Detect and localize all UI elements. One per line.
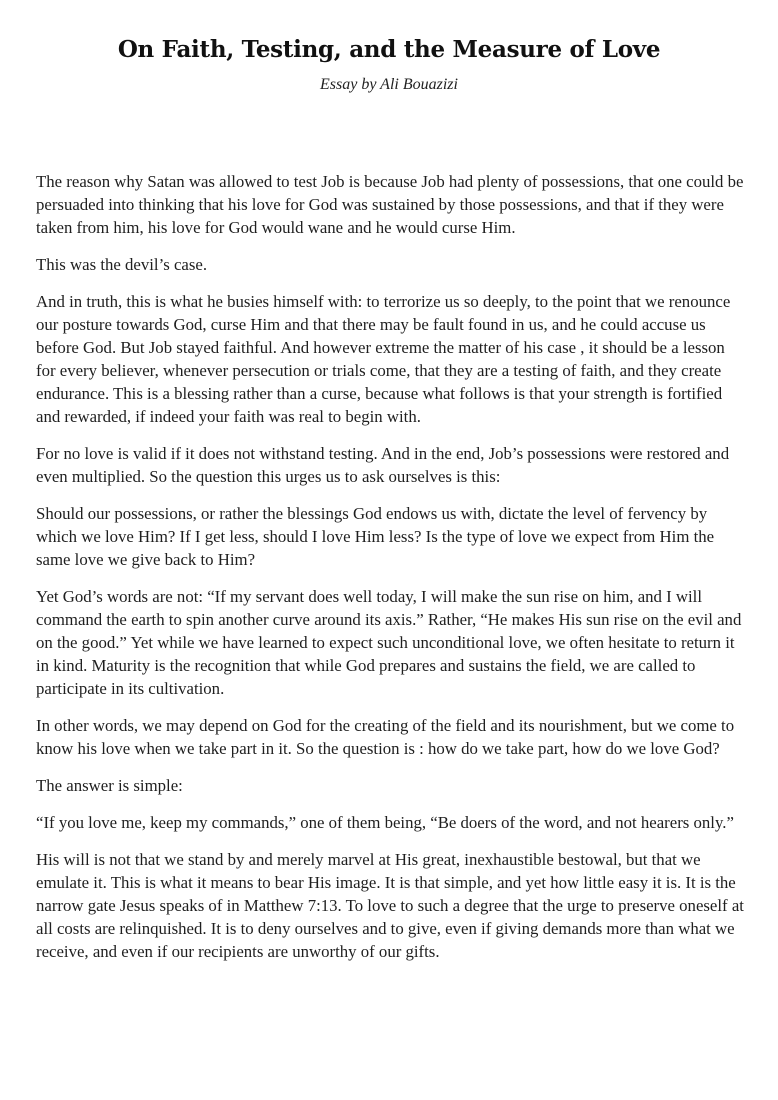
essay-title: On Faith, Testing, and the Measure of Love (117, 36, 661, 63)
paragraph-10: His will is not that we stand by and merely marvel at His great, inexhaustible bestowal, but that we emulate it. This is what it means to bear His image. It is that simple, and yet how little easy it is. It is the narrow gate Jesus speaks of in Matthew 7:13. To love to such a degree that the urge to preserve oneself at all costs are relinquished. It is to deny ourselves and to give, even if giving demands more than what we receive, and even if our recipients are unworthy of our gifts. (36, 850, 744, 961)
paragraph-2: This was the devil’s case. (36, 255, 208, 274)
paragraph-6: Yet God’s words are not: “If my servant does well today, I will make the sun rise on him, and I will command the earth to spin another curve around its axis.” Rather, “He makes His sun rise on the evil and on the good.” Yet while we have learned to expect such unconditional love, we often hesitate to return it in kind. Maturity is the recognition that while God prepares and sustains the field, we are called to participate in its cultivation. (36, 587, 742, 698)
paragraph-7: In other words, we may depend on God for the creating of the field and its nourishment, but we come to know his love when we take part in it. So the question is : how do we take part, how do we love God? (36, 716, 735, 758)
paragraph-5: Should our possessions, or rather the blessings God endows us with, dictate the level of fervency by which we love Him? If I get less, should I love Him less? Is the type of love we expect from Him the same love we give back to Him? (36, 504, 715, 569)
paragraph-8: The answer is simple: (36, 776, 183, 795)
paragraph-4: For no love is valid if it does not withstand testing. And in the end, Job’s possessions were restored and even multiplied. So the question this urges us to ask ourselves is this: (36, 444, 730, 486)
essay-body (36, 170, 744, 977)
essay-byline: Essay by Ali Bouazizi (320, 76, 458, 93)
paragraph-1: The reason why Satan was allowed to test Job is because Job had plenty of possessions, that one could be persuaded into thinking that his love for God was sustained by those possessions, and that if they were taken from him, his love for God would wane and he would curse Him. (36, 172, 744, 237)
paragraph-9: “If you love me, keep my commands,” one of them being, “Be doers of the word, and not hearers only.” (36, 813, 734, 832)
paragraph-3: And in truth, this is what he busies himself with: to terrorize us so deeply, to the point that we renounce our posture towards God, curse Him and that there may be fault found in us, and he could accuse us before God. But Job stayed faithful. And however extreme the matter of his case , it should be a lesson for every believer, whenever persecution or trials come, that they are a testing of faith, and they create endurance. This is a blessing rather than a curse, because what follows is that your strength is fortified and rewarded, if indeed your faith was real to begin with. (36, 292, 731, 426)
